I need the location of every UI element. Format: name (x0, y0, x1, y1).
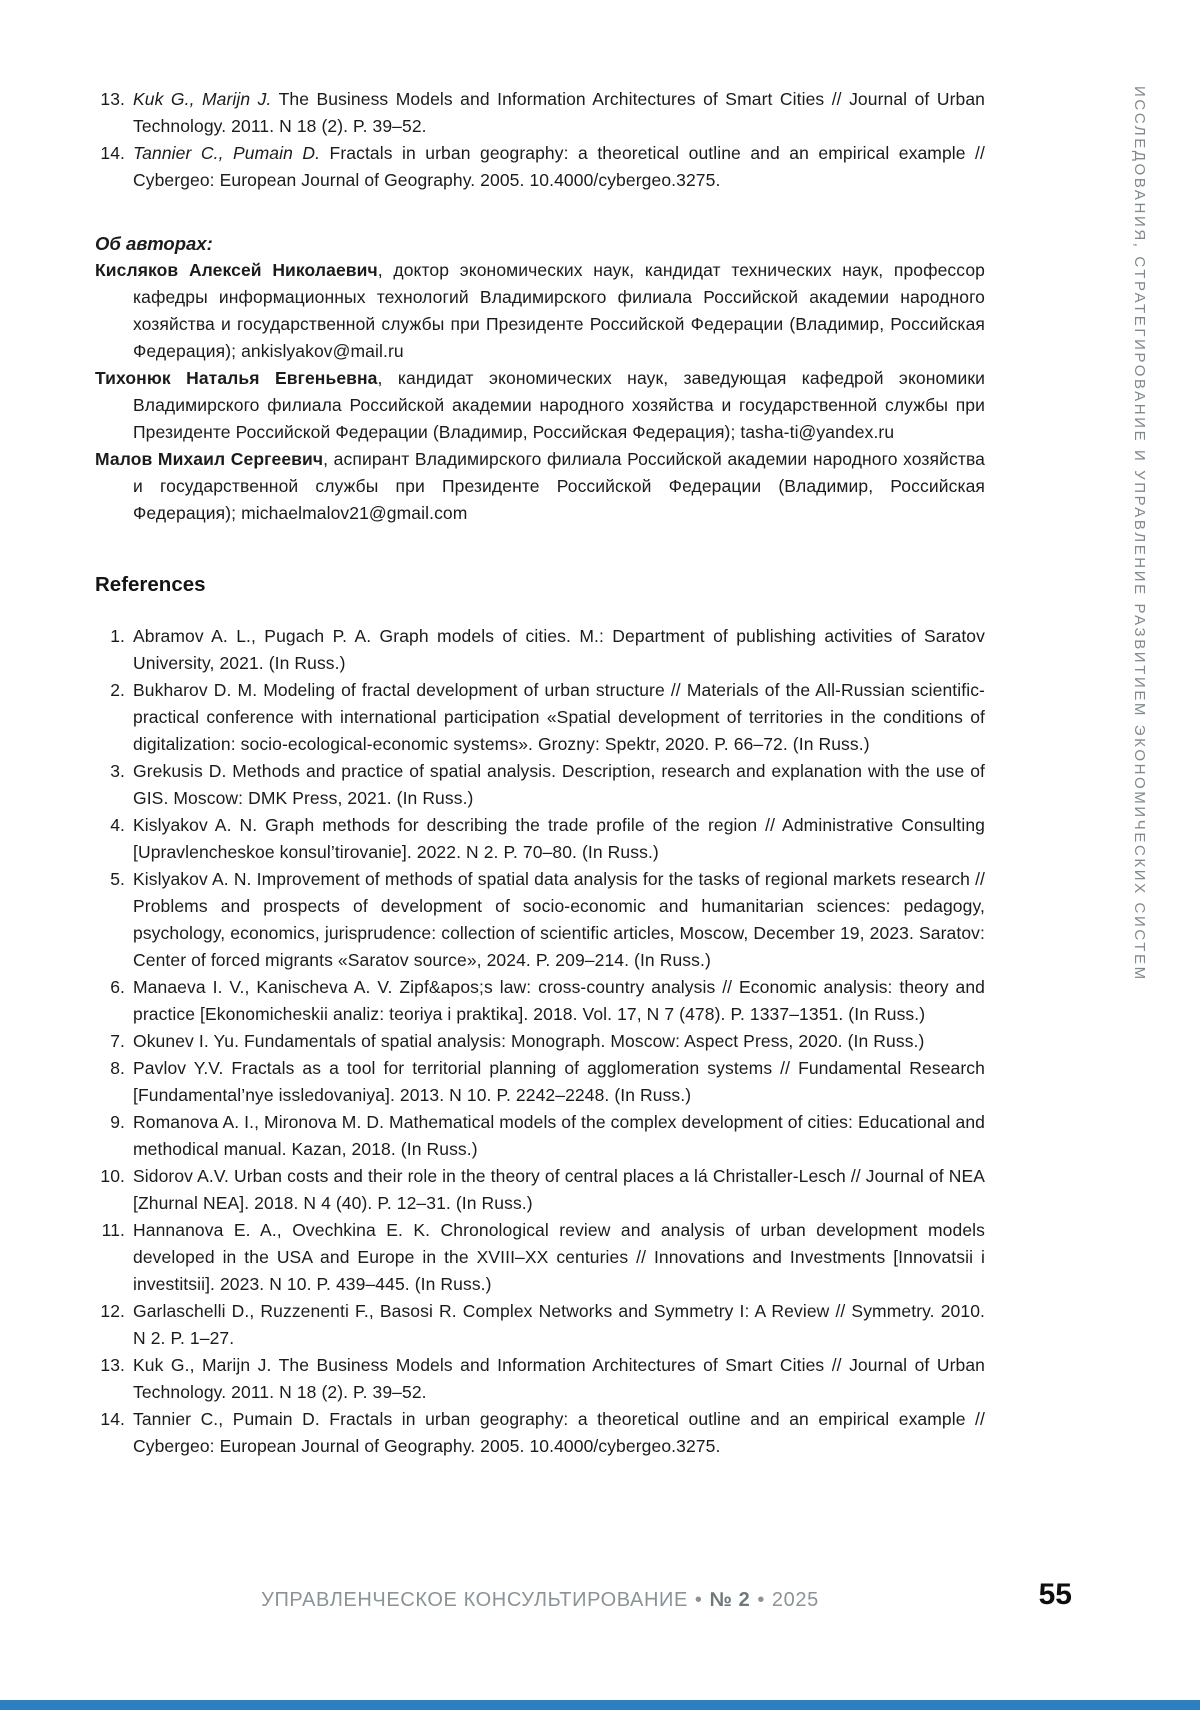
reference-item (95, 623, 985, 677)
journal-title: УПРАВЛЕНЧЕСКОЕ КОНСУЛЬТИРОВАНИЕ (261, 1589, 688, 1611)
reference-item (95, 1298, 985, 1352)
reference-text: Bukharov D. M. Modeling of fractal development of urban structure // Materials of the All-Russian scientific-practical conference with international participation «Spatial development of territories in the conditions of digitalization: socio-ecological-economic systems». Grozny: Spektr, 2020. P. 66–72. (In Russ.) (133, 680, 985, 754)
reference-text: Fractals in urban geography: a theoretical outline and an empirical example // Cybergeo: European Journal of Geography. 2005. 10.4000/cybergeo.3275. (133, 143, 985, 190)
reference-item (95, 1109, 985, 1163)
author-bio-text: , аспирант Владимирского филиала Российской академии народного хозяйства и государственной службы при Президенте Российской Федерации (Владимир, Российская Федерация); michaelmalov21@gmail.com (133, 449, 985, 523)
reference-number: 13. (100, 1355, 125, 1375)
author-bio (95, 257, 985, 365)
author-bio (95, 446, 985, 527)
reference-number: 8. (110, 1058, 125, 1078)
author-bio-text: , кандидат экономических наук, заведующая кафедрой экономики Владимирского филиала Российской академии народного хозяйства и государственной службы при Президенте Российской Федерации (Владимир, Российская Федерация); tasha-ti@yandex.ru (133, 368, 985, 442)
reference-number: 14. (100, 1409, 125, 1429)
year: 2025 (771, 1589, 819, 1611)
reference-number: 11. (101, 1220, 125, 1240)
reference-item (95, 140, 985, 194)
reference-number: 10. (100, 1166, 125, 1186)
reference-number: 5. (110, 869, 125, 889)
author-name: Малов Михаил Сергеевич (95, 449, 324, 469)
reference-item (95, 1163, 985, 1217)
author-name: Кисляков Алексей Николаевич (95, 260, 378, 280)
reference-item (95, 758, 985, 812)
reference-number: 12. (100, 1301, 125, 1321)
reference-text: The Business Models and Information Architectures of Smart Cities // Journal of Urban Technology. 2011. N 18 (2). P. 39–52. (133, 89, 985, 136)
separator-dot: • (694, 1589, 703, 1611)
reference-text: Kislyakov A. N. Improvement of methods of spatial data analysis for the tasks of regional markets research // Problems and prospects of development of socio-economic and humanitarian sciences: pedagogy, psychology, economics, jurisprudence: collection of scientific articles, Moscow, December 19, 2023. Saratov: Center of forced migrants «Saratov source», 2024. P. 209–214. (In Russ.) (133, 869, 985, 970)
reference-item (95, 1406, 985, 1460)
reference-authors: Tannier C., Pumain D. (133, 143, 321, 163)
reference-item (95, 812, 985, 866)
reference-item (95, 1028, 985, 1055)
reference-authors: Kuk G., Marijn J. (133, 89, 272, 109)
reference-text: Kislyakov A. N. Graph methods for describing the trade profile of the region // Administrative Consulting [Upravlencheskoe konsul’tirovanie]. 2022. N 2. P. 70–80. (In Russ.) (133, 815, 985, 862)
reference-number: 13. (100, 89, 125, 109)
reference-item (95, 1055, 985, 1109)
reference-text: Kuk G., Marijn J. The Business Models and Information Architectures of Smart Cities // Journal of Urban Technology. 2011. N 18 (2). P. 39–52. (133, 1355, 985, 1402)
reference-number: 14. (100, 143, 125, 163)
reference-text: Tannier C., Pumain D. Fractals in urban geography: a theoretical outline and an empirical example // Cybergeo: European Journal of Geography. 2005. 10.4000/cybergeo.3275. (133, 1409, 985, 1456)
reference-number: 9. (110, 1112, 125, 1132)
reference-list (95, 623, 985, 1460)
reference-item (95, 866, 985, 974)
reference-text: Romanova A. I., Mironova M. D. Mathematical models of the complex development of cities: Educational and methodical manual. Kazan, 2018. (In Russ.) (133, 1112, 985, 1159)
reference-item (95, 1217, 985, 1298)
author-name: Тихонюк Наталья Евгеньевна (95, 368, 378, 388)
reference-item (95, 86, 985, 140)
references-heading: References (95, 573, 206, 596)
continued-reference-list (95, 86, 985, 194)
reference-item (95, 974, 985, 1028)
reference-item (95, 1352, 985, 1406)
reference-text: Hannanova E. A., Ovechkina E. K. Chronological review and analysis of urban development models developed in the USA and Europe in the XVIII–XX centuries // Innovations and Investments [Innovatsii i investitsii]. 2023. N 10. P. 439–445. (In Russ.) (133, 1220, 985, 1294)
reference-item (95, 677, 985, 758)
reference-number: 3. (110, 761, 125, 781)
side-rubric-vertical-text: ИССЛЕДОВАНИЯ, СТРАТЕГИРОВАНИЕ И УПРАВЛЕНИЕ РАЗВИТИЕМ ЭКОНОМИЧЕСКИХ СИСТЕМ (1131, 86, 1148, 982)
separator-dot: • (757, 1589, 765, 1611)
footer (95, 1589, 985, 1612)
reference-text: Manaeva I. V., Kanischeva A. V. Zipf&apos;s law: cross-country analysis // Economic analysis: theory and practice [Ekonomicheskii analiz: teoriya i praktika]. 2018. Vol. 17, N 7 (478). P. 1337–1351. (In Russ.) (133, 977, 985, 1024)
reference-text: Garlaschelli D., Ruzzenenti F., Basosi R. Complex Networks and Symmetry I: A Review // Symmetry. 2010. N 2. P. 1–27. (133, 1301, 985, 1348)
author-bio-text: , доктор экономических наук, кандидат технических наук, профессор кафедры информационных технологий Владимирского филиала Российской академии народного хозяйства и государственной службы при Президенте Российской Федерации (Владимир, Российская Федерация); ankislyakov@mail.ru (133, 260, 985, 361)
reference-text: Pavlov Y.V. Fractals as a tool for territorial planning of agglomeration systems // Fundamental Research [Fundamental’nye issledovaniya]. 2013. N 10. P. 2242–2248. (In Russ.) (133, 1058, 985, 1105)
reference-number: 7. (110, 1031, 125, 1051)
reference-number: 4. (110, 815, 125, 835)
bottom-accent-bar (0, 1700, 1200, 1710)
reference-text: Okunev I. Yu. Fundamentals of spatial analysis: Monograph. Moscow: Aspect Press, 2020. (In Russ.) (133, 1031, 925, 1051)
author-bio (95, 365, 985, 446)
issue-number: № 2 (709, 1589, 751, 1611)
main-content (95, 86, 985, 1460)
reference-text: Sidorov A.V. Urban costs and their role in the theory of central places a lá Christaller-Lesch // Journal of NEA [Zhurnal NEA]. 2018. N 4 (40). P. 12–31. (In Russ.) (133, 1166, 985, 1213)
reference-number: 6. (110, 977, 125, 997)
about-authors-heading: Об авторах: (95, 233, 213, 254)
reference-number: 1. (110, 626, 125, 646)
reference-text: Grekusis D. Methods and practice of spatial analysis. Description, research and explanation with the use of GIS. Moscow: DMK Press, 2021. (In Russ.) (133, 761, 985, 808)
reference-number: 2. (110, 680, 125, 700)
page-number: 55 (1038, 1578, 1072, 1611)
reference-text: Abramov A. L., Pugach P. A. Graph models of cities. M.: Department of publishing activities of Saratov University, 2021. (In Russ.) (133, 626, 985, 673)
